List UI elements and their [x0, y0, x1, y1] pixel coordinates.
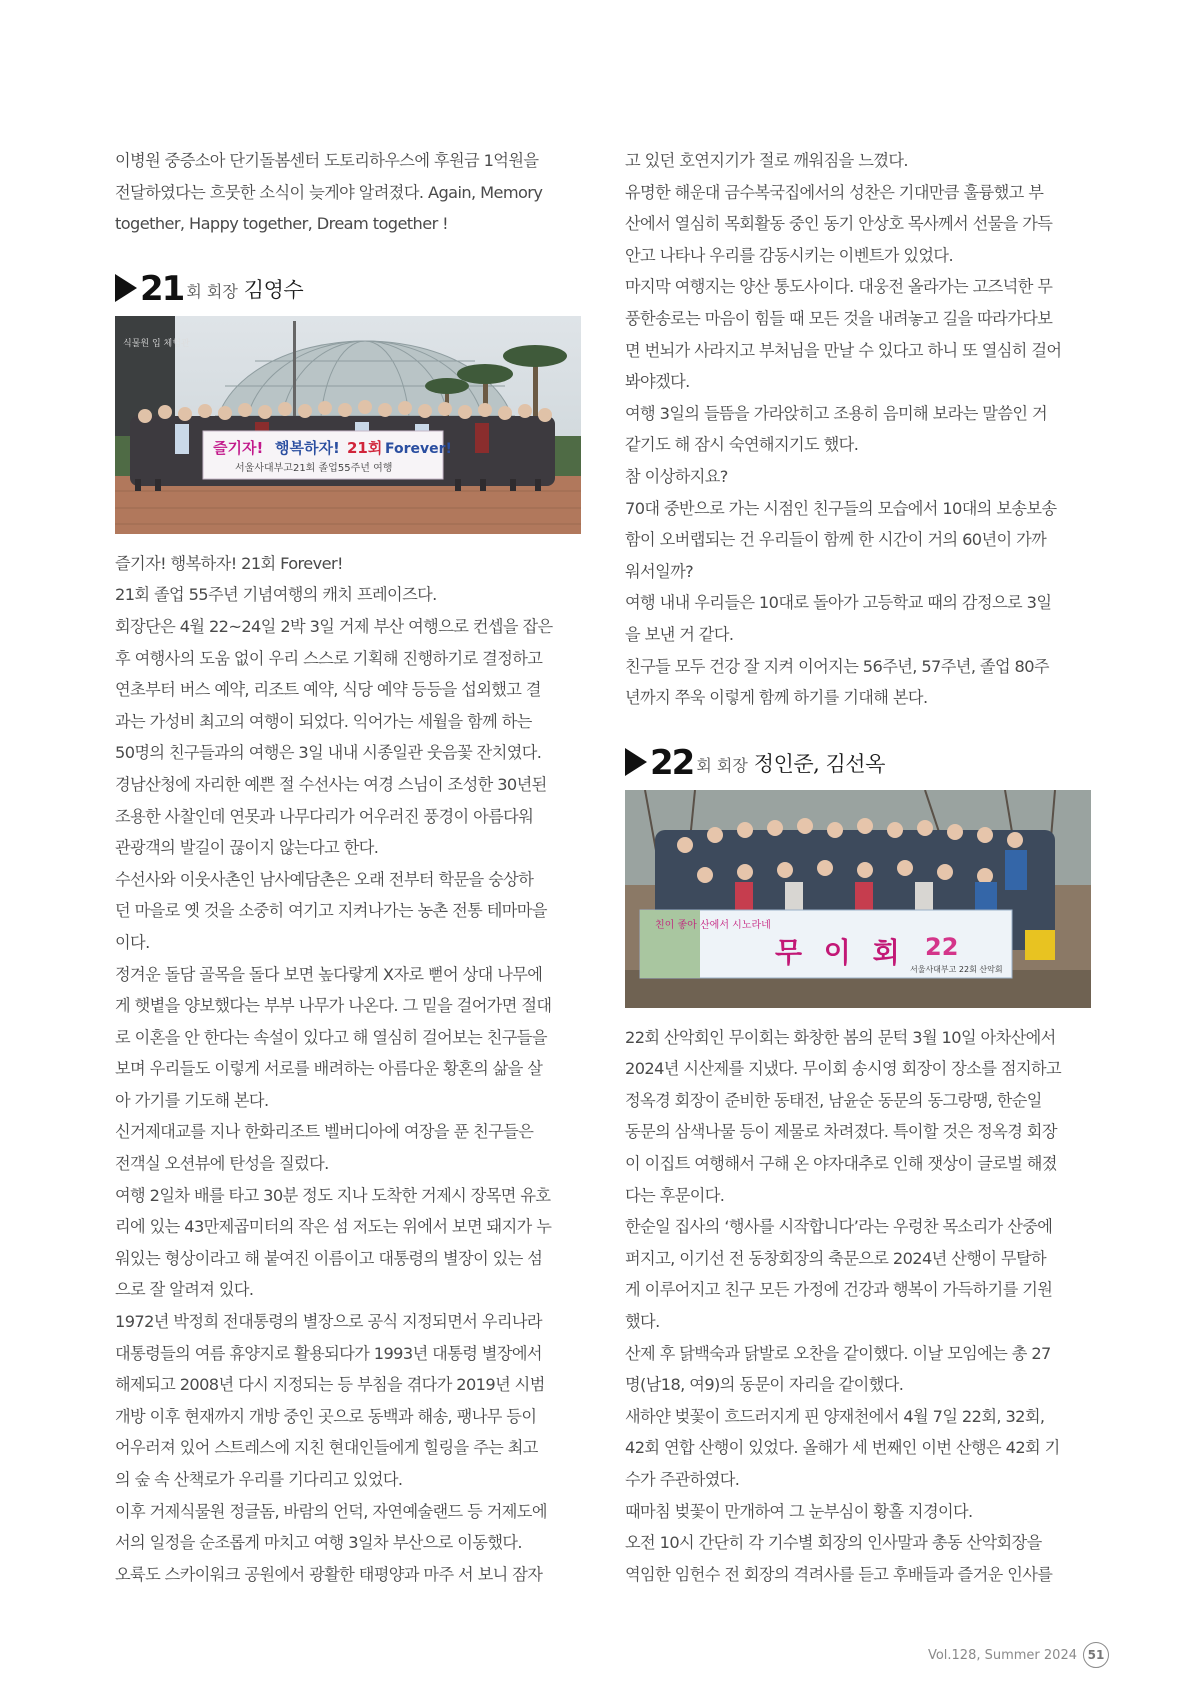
text-line: 여행 내내 우리들은 10대로 돌아가 고등학교 때의 감정으로 3일 [625, 593, 1052, 613]
photo-21-group [115, 316, 581, 534]
class-number: 21 [140, 268, 184, 309]
text-line: 이후 거제식물원 정글돔, 바람의 언덕, 자연예술랜드 등 거제도에 [115, 1501, 547, 1521]
right-column [625, 145, 1093, 1590]
section-22-body [625, 1022, 1093, 1591]
text-line: 수가 주관하였다. [625, 1470, 740, 1489]
text-line: 보며 우리들도 이렇게 서로를 배려하는 아름다운 황혼의 삶을 살 [115, 1059, 543, 1079]
issue-label: Vol.128, Summer 2024 [927, 1647, 1077, 1663]
section-22-heading [625, 740, 1093, 783]
page-number: 51 [1083, 1642, 1109, 1668]
text-line: 풍한송로는 마음이 힘들 때 모든 것을 내려놓고 길을 따라가다보 [625, 308, 1053, 328]
text-line: 유명한 해운대 금수복국집에서의 성찬은 기대만큼 훌륭했고 부 [625, 182, 1044, 202]
text-line: 마지막 여행지는 양산 통도사이다. 대웅전 올라가는 고즈넉한 무 [625, 277, 1053, 297]
text-line: 수선사와 이웃사촌인 남사예담촌은 오래 전부터 학문을 숭상하 [115, 869, 534, 889]
president-name: 김영수 [243, 277, 304, 302]
text-line: 이 이집트 여행해서 구해 온 야자대추로 인해 잿상이 글로벌 해졌 [625, 1154, 1057, 1174]
text-line: 관광객의 발길이 끊이지 않는다고 한다. [115, 838, 379, 858]
text-line: 리에 있는 43만제곱미터의 작은 섬 저도는 위에서 보면 돼지가 누 [115, 1217, 552, 1237]
text-line: 연초부터 버스 예약, 리조트 예약, 식당 예약 등등을 섭외했고 결 [115, 680, 541, 700]
section-21-heading [115, 266, 583, 309]
triangle-bullet-icon [115, 274, 137, 302]
text-line: 즐기자! 행복하자! 21회 Forever! [115, 553, 343, 573]
text-line: 후 여행사의 도움 없이 우리 스스로 기획해 진행하기로 결정하고 [115, 648, 543, 668]
text-line: 명(남18, 여9)의 동문이 자리을 같이했다. [625, 1375, 904, 1395]
text-line: 개방 이후 현재까지 개방 중인 곳으로 동백과 해송, 팽나무 등이 [115, 1406, 537, 1426]
role-label: 회 회장 [696, 755, 748, 775]
text-line: 퍼지고, 이기선 전 동창회장의 축문으로 2024년 산행이 무탈하 [625, 1248, 1047, 1268]
text-line: 함이 오버랩되는 건 우리들이 함께 한 시간이 거의 60년이 가까 [625, 530, 1047, 550]
text-line: 여행 3일의 들뜸을 가라앉히고 조용히 음미해 보라는 말씀인 거 [625, 403, 1047, 423]
text-line: 했다. [625, 1312, 660, 1332]
text-line: 정옥경 회장이 준비한 동태전, 남윤순 동문의 동그랑땡, 한순일 [625, 1090, 1042, 1110]
intro-text [115, 145, 583, 240]
text-line: 회장단은 4월 22~24일 2박 3일 거제 부산 여행으로 컨셉을 잡은 [115, 616, 553, 636]
text-line: 50명의 친구들과의 여행은 3일 내내 시종일관 웃음꽃 잔치였다. [115, 743, 542, 763]
text-line: 조용한 사찰인데 연못과 나무다리가 어우러진 풍경이 아름다워 [115, 806, 534, 826]
text-line: 산제 후 닭백숙과 닭발로 오찬을 같이했다. 이날 모임에는 총 27 [625, 1343, 1051, 1363]
text-line: 여행 2일차 배를 타고 30분 정도 지나 도착한 거제시 장목면 유호 [115, 1185, 551, 1205]
triangle-bullet-icon [625, 748, 647, 776]
text-line: 워서일까? [625, 561, 694, 581]
text-line: 봐야겠다. [625, 372, 690, 392]
text-line: 게 햇볕을 양보했다는 부부 나무가 나온다. 그 밑을 걸어가면 절대 [115, 996, 552, 1016]
group-photo-illustration [115, 316, 581, 534]
text-line: 때마침 벚꽃이 만개하여 그 눈부심이 황홀 지경이다. [625, 1501, 973, 1521]
text-line: 역임한 임헌수 전 회장의 격려사를 듣고 후배들과 즐거운 인사를 [625, 1564, 1053, 1584]
page-footer [928, 1642, 1109, 1668]
banner-number: 22 [925, 932, 959, 961]
text-line: 같기도 해 잠시 숙연해지기도 했다. [625, 435, 859, 455]
text-line: 참 이상하지요? [625, 466, 728, 486]
text-line: 대통령들의 여름 휴양지로 활용되다가 1993년 대통령 별장에서 [115, 1343, 542, 1363]
role-label: 회 회장 [186, 281, 238, 301]
text-line: 오륙도 스카이워크 공원에서 광활한 태평양과 마주 서 보니 잠자 [115, 1564, 543, 1584]
text-line: 신거제대교를 지나 한화리조트 벨버디아에 여장을 푼 친구들은 [115, 1122, 534, 1142]
banner-top-text: 친이 좋아 산에서 시노라네 [655, 919, 771, 931]
photo-22-group [625, 790, 1091, 1008]
text-line: 산에서 열심히 목회활동 중인 동기 안상호 목사께서 선물을 가득 [625, 214, 1053, 234]
text-line: 던 마을로 옛 것을 소중히 여기고 지켜나가는 농촌 전통 테마마을 [115, 901, 547, 921]
banner-text-d: Forever! [385, 440, 452, 457]
section-21-body [115, 548, 583, 1591]
text-line: 동문의 삼색나물 등이 제물로 차려졌다. 특이할 것은 정옥경 회장 [625, 1122, 1057, 1142]
class-number: 22 [650, 742, 694, 783]
text-line: 을 보낸 거 같다. [625, 624, 734, 644]
banner-text-c: 21회 [347, 438, 383, 457]
text-line: 으로 잘 알려져 있다. [115, 1280, 254, 1300]
text-line: 한순일 집사의 ‘행사를 시작합니다’라는 우렁찬 목소리가 산중에 [625, 1217, 1053, 1237]
text-line: 경남산청에 자리한 예쁜 절 수선사는 여경 스님이 조성한 30년된 [115, 774, 547, 794]
text-line: 워있는 형상이라고 해 붙여진 이름이고 대통령의 별장이 있는 섬 [115, 1248, 543, 1268]
text-line: 2024년 시산제를 지냈다. 무이회 송시영 회장이 장소를 점지하고 [625, 1059, 1062, 1079]
text-line: 오전 10시 간단히 각 기수별 회장의 인사말과 총동 산악회장을 [625, 1533, 1042, 1553]
banner-subtitle: 서울사대부고21회 졸업55주년 여행 [235, 462, 393, 474]
text-line: 고 있던 호연지기가 절로 깨워짐을 느꼈다. [625, 151, 908, 170]
text-line: 게 이루어지고 친구 모든 가정에 건강과 행복이 가득하기를 기원 [625, 1280, 1053, 1300]
text-line: 서의 일정을 순조롭게 마치고 여행 3일차 부산으로 이동했다. [115, 1533, 522, 1553]
text-line: 42회 연합 산행이 있었다. 올해가 세 번째인 이번 산행은 42회 기 [625, 1438, 1060, 1458]
president-name: 정인준, 김선옥 [753, 751, 885, 776]
text-line: 과는 가성비 최고의 여행이 되었다. 익어가는 세월을 함께 하는 [115, 711, 532, 731]
text-line: 21회 졸업 55주년 기념여행의 캐치 프레이즈다. [115, 585, 437, 605]
text-line: 다는 후문이다. [625, 1185, 725, 1205]
text-line: 이병원 중증소아 단기돌봄센터 도토리하우스에 후원금 1억원을 [115, 151, 539, 170]
text-line: 70대 중반으로 가는 시점인 친구들의 모습에서 10대의 보송보송 [625, 498, 1057, 518]
banner-main-text: 무 이 회 [775, 935, 906, 969]
text-line: 1972년 박정희 전대통령의 별장으로 공식 지정되면서 우리나라 [115, 1312, 542, 1332]
text-line: 전달하였다는 흐뭇한 소식이 늦게야 알려졌다. Again, Memory [115, 182, 543, 202]
banner-subtitle: 서울사대부고 22회 산악회 [910, 964, 1003, 974]
text-line: 전객실 오션뷰에 탄성을 질렀다. [115, 1154, 329, 1174]
text-line: together, Happy together, Dream together ! [115, 214, 449, 234]
sign-text: 식물원 입 체험관 [123, 338, 190, 349]
banner-text-a: 즐기자! [213, 438, 264, 457]
banner-text-b: 행복하자! [275, 438, 340, 457]
text-line: 아 가기를 기도해 본다. [115, 1090, 269, 1110]
text-line: 로 이혼을 안 한다는 속설이 있다고 해 열심히 걸어보는 친구들을 [115, 1027, 547, 1047]
section-21-continued [625, 145, 1093, 714]
text-line: 년까지 쭈욱 이렇게 함께 하기를 기대해 본다. [625, 688, 928, 708]
text-line: 친구들 모두 건강 잘 지켜 이어지는 56주년, 57주년, 졸업 80주 [625, 656, 1049, 676]
text-line: 22회 산악회인 무이회는 화창한 봄의 문턱 3월 10일 아차산에서 [625, 1027, 1056, 1047]
text-line: 이다. [115, 932, 150, 952]
text-line: 해제되고 2008년 다시 지정되는 등 부침을 겪다가 2019년 시범 [115, 1375, 545, 1395]
text-line: 안고 나타나 우리를 감동시키는 이벤트가 있었다. [625, 245, 954, 265]
text-line: 정겨운 돌담 골목을 돌다 보면 높다랗게 X자로 뻗어 상대 나무에 [115, 964, 543, 984]
left-column [115, 145, 583, 1590]
text-line: 새하얀 벚꽃이 흐드러지게 핀 양재천에서 4월 7일 22회, 32회, [625, 1406, 1045, 1426]
text-line: 의 숲 속 산책로가 우리를 기다리고 있었다. [115, 1470, 403, 1489]
text-line: 면 번뇌가 사라지고 부처님을 만날 수 있다고 하니 또 열심히 걸어 [625, 340, 1062, 360]
group-photo-illustration [625, 790, 1091, 1008]
text-line: 어우러져 있어 스트레스에 지친 현대인들에게 힐링을 주는 최고 [115, 1438, 538, 1458]
